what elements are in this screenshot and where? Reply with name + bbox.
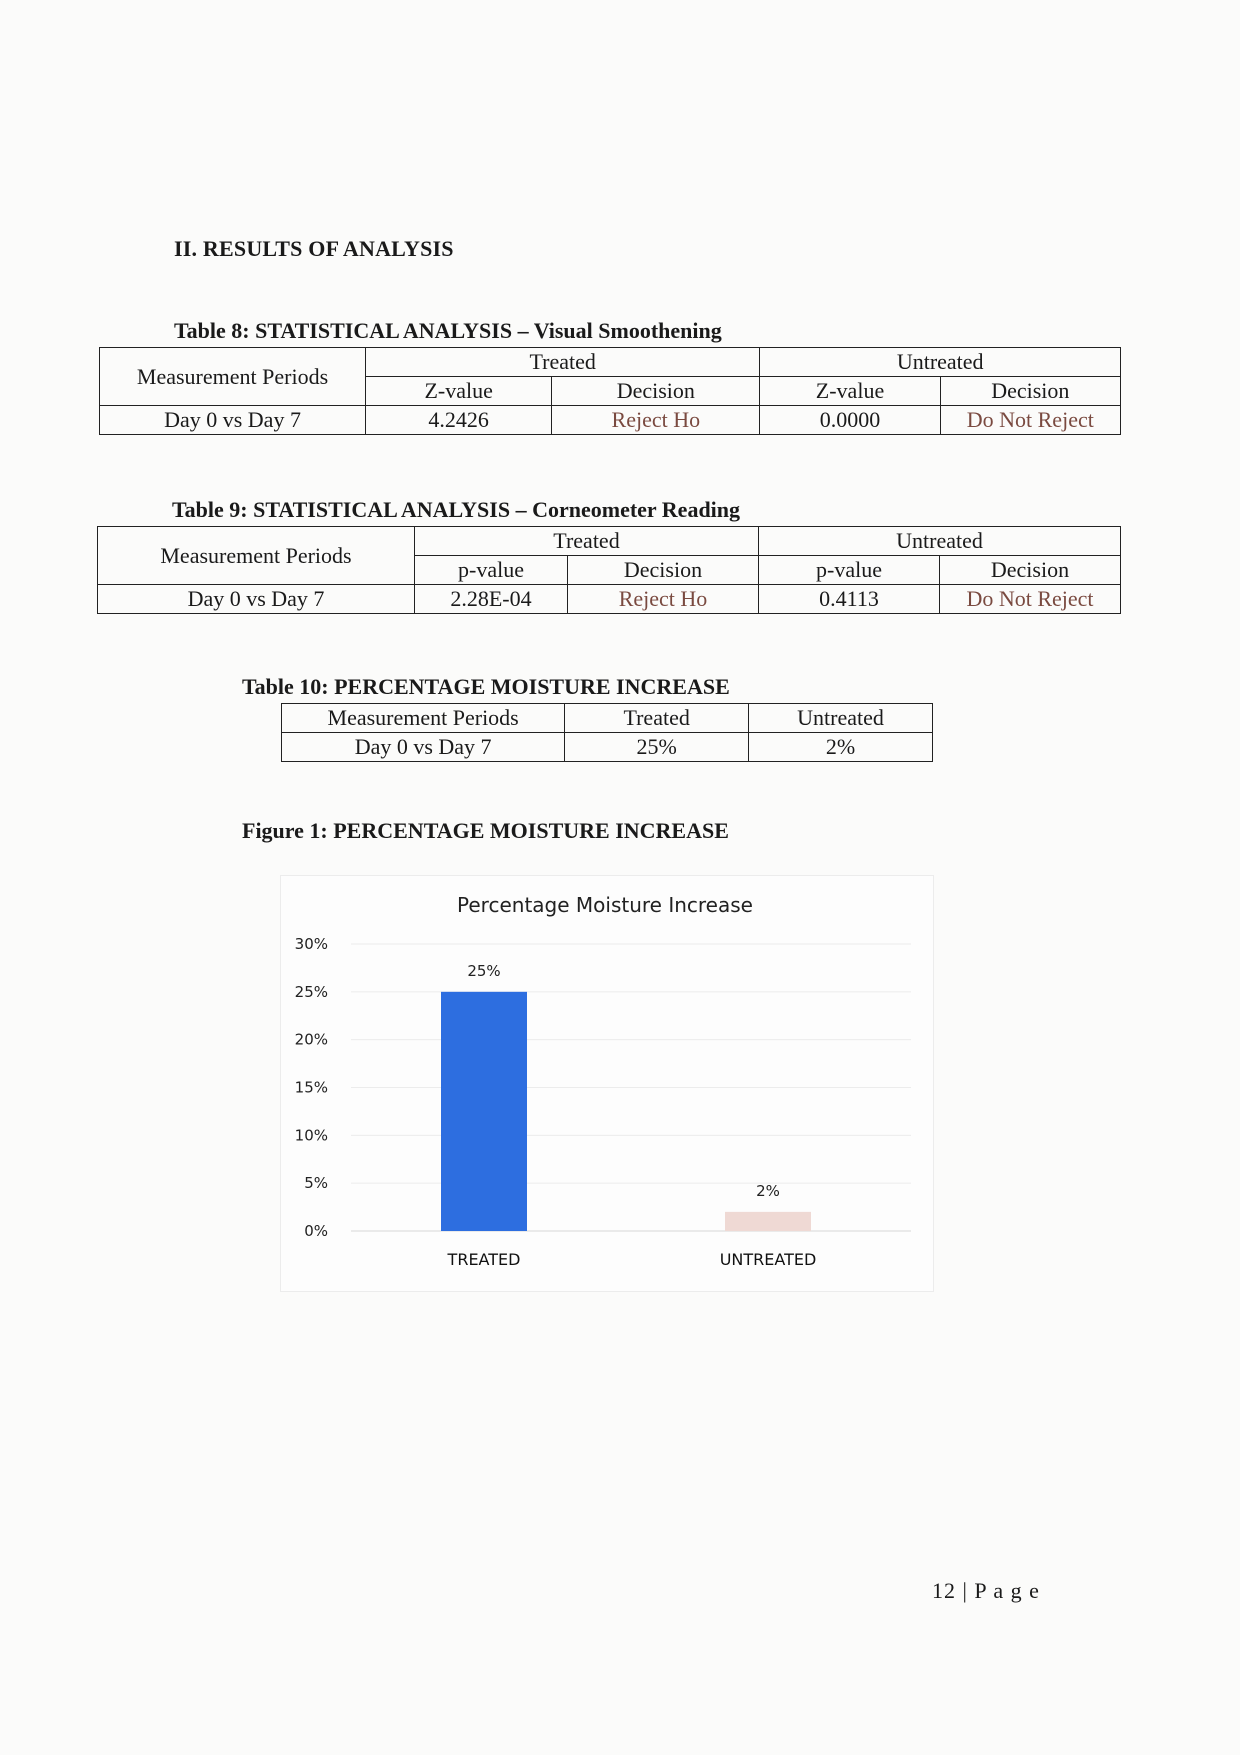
table8-untreated-value: 0.0000 bbox=[760, 406, 940, 435]
chart-svg bbox=[281, 876, 933, 1291]
category-label-untreated: UNTREATED bbox=[719, 1250, 817, 1269]
table8-treated-decision: Reject Ho bbox=[552, 406, 760, 435]
chart-y-ticks bbox=[295, 935, 328, 1240]
y-tick-label: 20% bbox=[294, 1030, 328, 1049]
y-tick-label: 5% bbox=[304, 1174, 328, 1193]
table8-col-period: Measurement Periods bbox=[100, 348, 366, 406]
y-tick-label: 15% bbox=[294, 1078, 328, 1097]
chart-bars bbox=[441, 962, 816, 1269]
table8-treated-decision-header: Decision bbox=[552, 377, 760, 406]
category-label-treated: TREATED bbox=[447, 1250, 521, 1269]
table10-col-period: Measurement Periods bbox=[282, 704, 565, 733]
table8-untreated-value-header: Z-value bbox=[760, 377, 940, 406]
page-number-footer: 12 | P a g e bbox=[932, 1578, 1040, 1603]
table9 bbox=[97, 526, 1121, 614]
table9-treated-decision: Reject Ho bbox=[568, 585, 759, 614]
table9-treated-value-header: p-value bbox=[415, 556, 568, 585]
table9-untreated-decision: Do Not Reject bbox=[940, 585, 1121, 614]
table8 bbox=[99, 347, 1121, 435]
table8-treated-value-header: Z-value bbox=[366, 377, 552, 406]
y-tick-label: 0% bbox=[304, 1222, 328, 1240]
table9-untreated-decision-header: Decision bbox=[940, 556, 1121, 585]
chart-gridlines bbox=[351, 944, 911, 1231]
bar-treated bbox=[441, 992, 527, 1231]
table8-group-untreated: Untreated bbox=[760, 348, 1121, 377]
y-tick-label: 10% bbox=[294, 1126, 328, 1145]
table8-caption: Table 8: STATISTICAL ANALYSIS – Visual Smoothening bbox=[174, 318, 722, 343]
table9-untreated-value: 0.4113 bbox=[759, 585, 940, 614]
table9-group-untreated: Untreated bbox=[759, 527, 1121, 556]
data-label-treated: 25% bbox=[467, 961, 501, 980]
table8-untreated-decision: Do Not Reject bbox=[940, 406, 1120, 435]
table9-group-treated: Treated bbox=[415, 527, 759, 556]
table9-treated-value: 2.28E-04 bbox=[415, 585, 568, 614]
figure-caption: Figure 1: PERCENTAGE MOISTURE INCREASE bbox=[242, 818, 729, 843]
table8-treated-value: 4.2426 bbox=[366, 406, 552, 435]
data-label-untreated: 2% bbox=[756, 1181, 780, 1200]
table9-treated-decision-header: Decision bbox=[568, 556, 759, 585]
table9-caption: Table 9: STATISTICAL ANALYSIS – Corneometer Reading bbox=[172, 497, 741, 522]
table10-col-treated: Treated bbox=[565, 704, 749, 733]
table8-row-period: Day 0 vs Day 7 bbox=[100, 406, 366, 435]
y-tick-label: 25% bbox=[294, 982, 328, 1001]
table10-col-untreated: Untreated bbox=[749, 704, 933, 733]
table8-untreated-decision-header: Decision bbox=[940, 377, 1120, 406]
table9-untreated-value-header: p-value bbox=[759, 556, 940, 585]
chart-title: Percentage Moisture Increase bbox=[457, 893, 753, 917]
table8-group-treated: Treated bbox=[366, 348, 760, 377]
table10-treated: 25% bbox=[565, 733, 749, 762]
moisture-bar-chart bbox=[280, 875, 934, 1292]
table10-untreated: 2% bbox=[749, 733, 933, 762]
section-title: II. RESULTS OF ANALYSIS bbox=[174, 236, 454, 261]
bar-untreated bbox=[725, 1212, 811, 1231]
table9-col-period: Measurement Periods bbox=[98, 527, 415, 585]
table9-row-period: Day 0 vs Day 7 bbox=[98, 585, 415, 614]
table10-row-period: Day 0 vs Day 7 bbox=[282, 733, 565, 762]
y-tick-label: 30% bbox=[294, 935, 328, 953]
table10 bbox=[281, 703, 933, 762]
table10-caption: Table 10: PERCENTAGE MOISTURE INCREASE bbox=[242, 674, 730, 699]
